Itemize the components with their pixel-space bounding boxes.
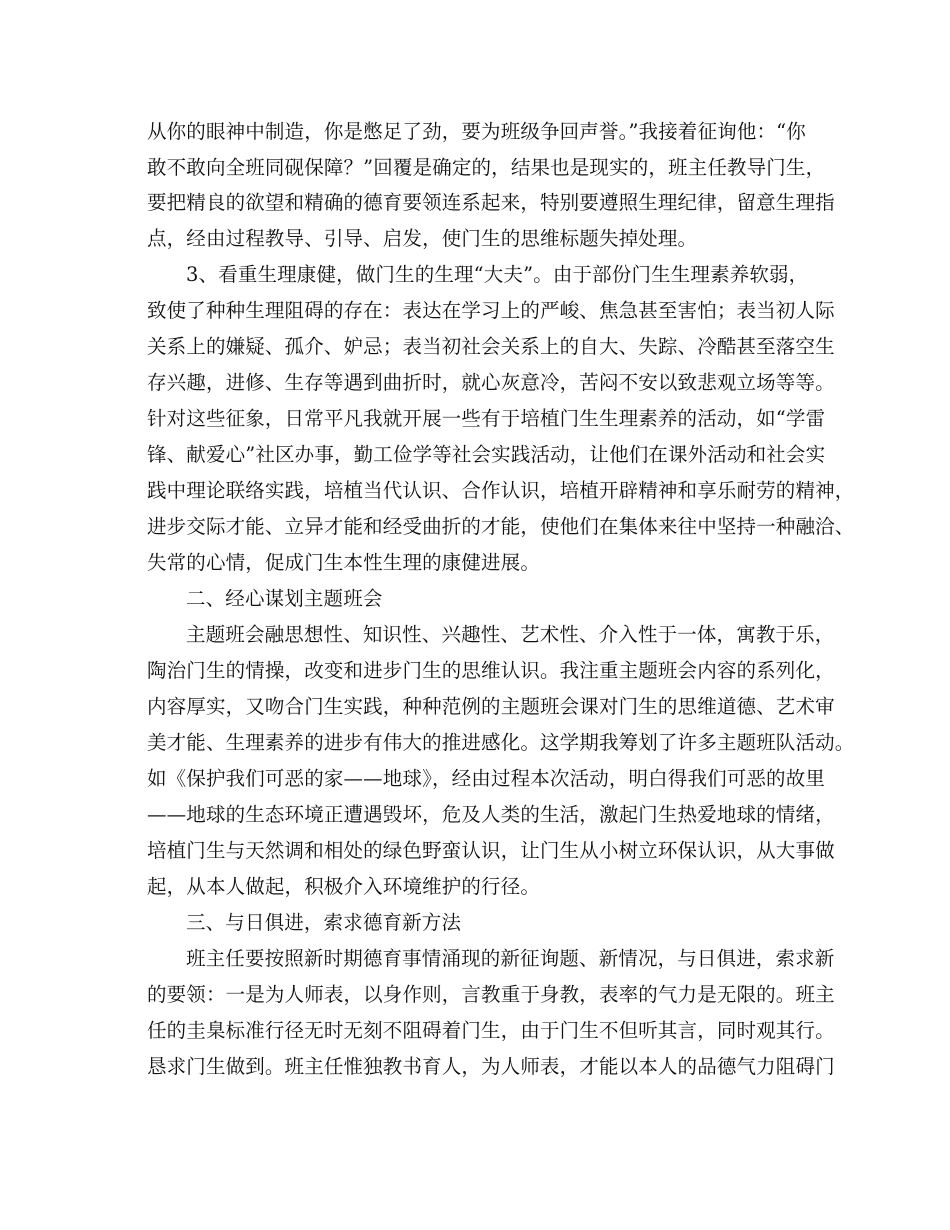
- text-line: 班主任要按照新时期德育事情涌现的新征询题、新情况，与日俱进，索求新: [186, 947, 835, 970]
- text-line: 存兴趣，进修、生存等遇到曲折时，就心灰意冷，苦闷不安以致悲观立场等等。: [147, 371, 835, 394]
- text-line: 如《保护我们可恶的家——地球》，经由过程本次活动，明白得我们可恶的故里: [147, 767, 826, 790]
- text-line: 进步交际才能、立异才能和经受曲折的才能，使他们在集体来往中坚持一种融洽、: [147, 515, 855, 538]
- text-line: 美才能、生理素养的进步有伟大的推进感化。这学期我筹划了许多主题班队活动。: [147, 731, 855, 754]
- section-heading: 三、与日俱进，索求德育新方法: [186, 911, 462, 934]
- text-line: 失常的心情，促成门生本性生理的康健进展。: [147, 551, 541, 574]
- text-line: 主题班会融思想性、知识性、兴趣性、艺术性、介入性于一体，寓教于乐，: [186, 623, 835, 646]
- text-line: 敢不敢向全班同砚保障？”回覆是确定的，结果也是现实的，班主任教导门生，: [147, 156, 826, 179]
- text-line: 针对这些征象，日常平凡我就开展一些有于培植门生生理素养的活动，如“学雷: [147, 407, 826, 430]
- text-line: 3、看重生理康健，做门生的生理“大夫”。由于部份门生生理素养软弱，: [186, 263, 809, 286]
- text-line: 要把精良的欲望和精确的德育要领连系起来，特别要遵照生理纪律，留意生理指: [147, 191, 835, 214]
- text-line: 恳求门生做到。班主任惟独教书育人，为人师表，才能以本人的品德气力阻碍门: [147, 1055, 835, 1078]
- text-line: 点，经由过程教导、引导、启发，使门生的思维标题失掉处理。: [147, 227, 698, 250]
- text-line: ——地球的生态环境正遭遇毁坏，危及人类的生活，激起门生热爱地球的情绪，: [147, 803, 835, 826]
- text-line: 的要领：一是为人师表，以身作则，言教重于身教，表率的气力是无限的。班主: [147, 983, 835, 1006]
- text-line: 起，从本人做起，积极介入环境维护的行径。: [147, 875, 541, 898]
- text-line: 关系上的嫌疑、孤介、妒忌；表当初社会关系上的自大、失踪、冷酷甚至落空生: [147, 335, 835, 358]
- text-line: 陶治门生的情操，改变和进步门生的思维认识。我注重主题班会内容的系列化，: [147, 659, 835, 682]
- text-line: 从你的眼神中制造，你是憋足了劲，要为班级争回声誉。”我接着征询他：“你: [147, 120, 806, 143]
- section-heading: 二、经心谋划主题班会: [186, 587, 383, 610]
- text-line: 致使了种种生理阻碍的存在：表达在学习上的严峻、焦急甚至害怕；表当初人际: [147, 299, 835, 322]
- text-line: 内容厚实，又吻合门生实践，种种范例的主题班会课对门生的思维道德、艺术审: [147, 695, 835, 718]
- text-line: 培植门生与天然调和相处的绿色野蛮认识，让门生从小树立环保认识，从大事做: [147, 839, 835, 862]
- text-line: 任的圭臬标准行径无时无刻不阻碍着门生，由于门生不但听其言，同时观其行。: [147, 1019, 835, 1042]
- text-line: 锋、献爱心”社区办事，勤工俭学等社会实践活动，让他们在课外活动和社会实: [147, 443, 826, 466]
- text-line: 践中理论联络实践，培植当代认识、合作认识，培植开辟精神和享乐耐劳的精神，: [147, 479, 855, 502]
